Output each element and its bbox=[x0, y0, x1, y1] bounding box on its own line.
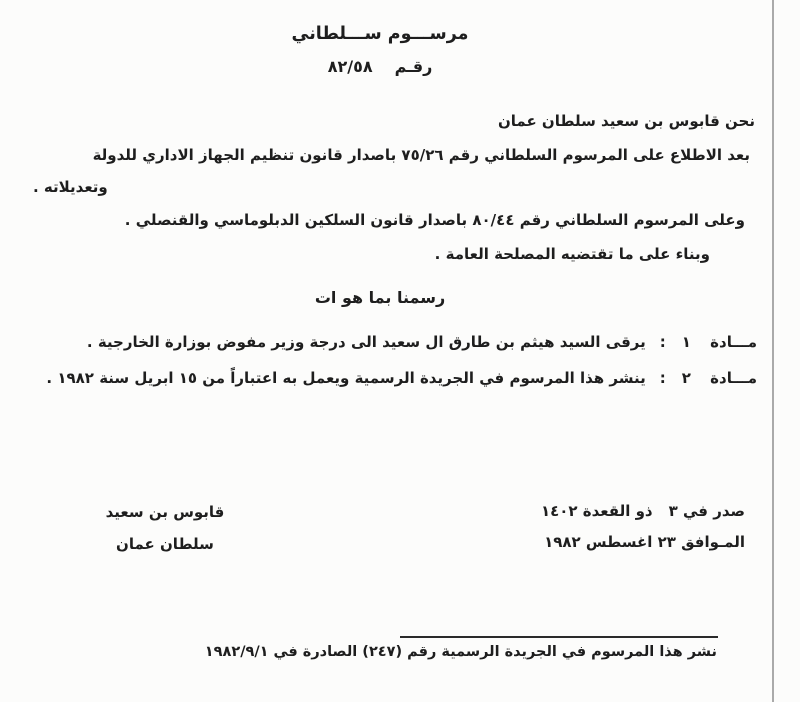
signature-name: قابوس بن سعيد bbox=[105, 503, 225, 521]
article-2-colon: : bbox=[659, 369, 666, 387]
issue-date-hijri-date: ذو القعدة ١٤٠٢ bbox=[540, 502, 653, 520]
recital-2: وعلى المرسوم السلطاني رقم ٨٠/٤٤ باصدار قانون السلكين الدبلوماسي والقنصلي . bbox=[124, 211, 745, 229]
article-1 bbox=[87, 333, 757, 351]
signature-block bbox=[65, 496, 265, 560]
recital-1-line-1: بعد الاطلاع على المرسوم السلطاني رقم ٧٥/٢٦ باصدار قانون تنظيم الجهاز الاداري للدولة bbox=[92, 146, 750, 164]
recital-1-line-2: وتعديلاته . bbox=[33, 178, 108, 196]
recital-3: وبناء على ما تقتضيه المصلحة العامة . bbox=[434, 245, 710, 263]
article-1-text: يرقى السيد هيثم بن طارق ال سعيد الى درجة وزير مفوض بوزارة الخارجية . bbox=[86, 333, 646, 351]
enacting-formula: رسمنا بما هو ات bbox=[314, 288, 446, 307]
publication-note: نشر هذا المرسوم في الجريدة الرسمية رقم (٢٤٧) الصادرة في ١٩٨٢/٩/١ bbox=[204, 644, 717, 660]
article-2 bbox=[46, 369, 757, 387]
article-2-label: مـــادة ٢ bbox=[681, 369, 757, 387]
preamble-sovereign: نحن قابوس بن سعيد سلطان عمان bbox=[497, 112, 755, 130]
decree-number-line bbox=[0, 57, 760, 76]
article-1-label: مـــادة ١ bbox=[681, 333, 757, 351]
signature-title: سلطان عمان bbox=[116, 535, 214, 553]
decree-number-label: رقـم bbox=[394, 57, 433, 76]
issue-date-block bbox=[541, 496, 745, 558]
article-2-text: ينشر هذا المرسوم في الجريدة الرسمية ويعمل به اعتباراً من ١٥ ابريل سنة ١٩٨٢ . bbox=[46, 369, 646, 387]
page-edge-scan-line bbox=[772, 0, 774, 702]
article-1-colon: : bbox=[659, 333, 666, 351]
issue-date-gregorian: المـوافق ٢٣ اغسطس ١٩٨٢ bbox=[544, 533, 745, 551]
issue-date-hijri-prefix: صدر في ٣ bbox=[668, 502, 745, 520]
footer-rule bbox=[400, 636, 718, 638]
decree-title: مرســـوم ســـلطاني bbox=[291, 24, 469, 44]
issue-date-hijri bbox=[541, 496, 745, 527]
decree-number-value: ٨٢/٥٨ bbox=[327, 57, 373, 76]
